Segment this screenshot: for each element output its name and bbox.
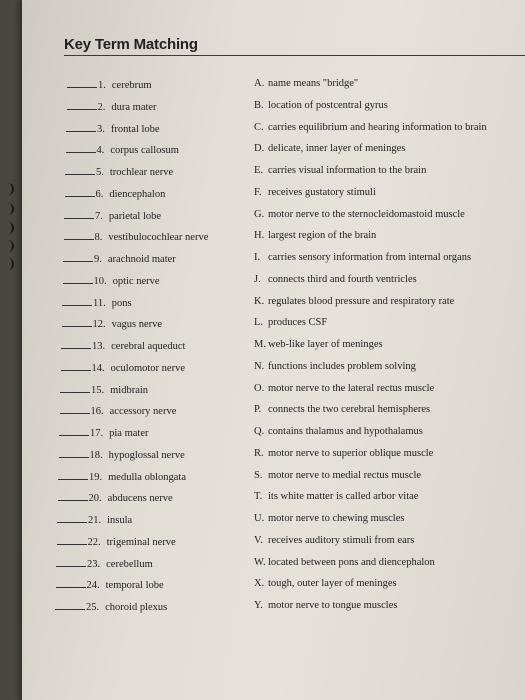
term-text: insula: [107, 515, 133, 526]
answer-blank[interactable]: [64, 209, 94, 219]
answer-blank[interactable]: [63, 274, 93, 284]
term-text: cerebellum: [106, 558, 153, 570]
term-text: optic nerve: [112, 275, 160, 287]
term-number: 20.: [88, 493, 102, 505]
definition-row: [254, 513, 404, 525]
term-row: [58, 470, 186, 484]
definition-row: [254, 404, 430, 416]
term-row: [60, 383, 148, 397]
definition-letter: Q.: [254, 426, 265, 437]
definition-letter: O.: [254, 382, 265, 394]
term-text: oculomotor nerve: [110, 362, 185, 374]
definition-text: motor nerve to chewing muscles: [268, 513, 405, 524]
term-row: [62, 317, 163, 331]
answer-blank[interactable]: [59, 448, 89, 458]
definition-row: [254, 296, 454, 308]
definition-text: delicate, inner layer of meninges: [268, 143, 406, 155]
term-number: 11.: [93, 297, 106, 309]
term-text: accessory nerve: [109, 406, 177, 418]
definition-text: connects third and fourth ventricles: [268, 273, 417, 285]
term-row: [55, 600, 167, 614]
definition-text: motor nerve to tongue muscles: [268, 600, 398, 611]
answer-blank[interactable]: [66, 143, 96, 153]
term-row: [61, 339, 185, 353]
definition-letter: A.: [254, 78, 265, 89]
term-text: corpus callosum: [110, 145, 179, 157]
definition-letter: D.: [254, 143, 265, 155]
term-text: cerebrum: [111, 80, 152, 91]
term-row: [56, 578, 164, 592]
term-row: [58, 491, 173, 505]
term-text: pia mater: [109, 428, 149, 439]
term-text: medulla oblongata: [108, 471, 186, 483]
definition-row: [254, 187, 376, 199]
definition-text: carries visual information to the brain: [268, 165, 427, 176]
term-number: 18.: [89, 449, 103, 461]
definition-text: receives auditory stimuli from ears: [268, 534, 415, 546]
definition-row: [254, 470, 421, 482]
term-number: 13.: [92, 341, 106, 352]
answer-blank[interactable]: [60, 404, 90, 414]
answer-blank[interactable]: [67, 78, 97, 88]
term-number: 9.: [94, 254, 102, 265]
term-row: [60, 404, 177, 418]
answer-blank[interactable]: [61, 339, 91, 349]
definition-letter: M.: [254, 339, 266, 350]
answer-blank[interactable]: [58, 491, 88, 501]
term-number: 17.: [90, 428, 104, 439]
binder-hole: [2, 183, 14, 195]
definition-letter: F.: [254, 186, 262, 198]
definition-row: [254, 143, 405, 155]
definition-letter: U.: [254, 513, 265, 524]
definition-text: tough, outer layer of meninges: [268, 578, 397, 590]
term-number: 10.: [93, 275, 107, 287]
definition-text: produces CSF: [268, 317, 328, 329]
definition-letter: R.: [254, 447, 264, 459]
definition-letter: X.: [254, 578, 265, 590]
term-number: 3.: [97, 123, 105, 135]
term-text: hypoglossal nerve: [108, 449, 185, 461]
page-title: Key Term Matching: [64, 36, 198, 53]
definition-letter: J.: [254, 273, 261, 285]
definition-text: regulates blood pressure and respiratory rate: [268, 295, 455, 307]
term-row: [56, 557, 153, 571]
answer-blank[interactable]: [58, 470, 88, 480]
term-text: vestibulocochlear nerve: [108, 232, 209, 244]
term-row: [63, 252, 176, 266]
definition-row: [254, 448, 433, 460]
answer-blank[interactable]: [64, 230, 94, 240]
definition-letter: B.: [254, 99, 264, 111]
answer-blank[interactable]: [66, 122, 96, 132]
title-divider: [64, 55, 525, 56]
term-row: [64, 209, 161, 223]
definition-letter: H.: [254, 230, 265, 242]
answer-blank[interactable]: [63, 252, 93, 262]
definition-letter: I.: [254, 252, 261, 263]
term-number: 24.: [86, 580, 100, 592]
term-number: 5.: [96, 167, 104, 178]
answer-blank[interactable]: [59, 426, 89, 436]
answer-blank[interactable]: [62, 296, 92, 306]
term-text: cerebral aqueduct: [111, 341, 186, 352]
definition-row: [254, 578, 397, 590]
definition-letter: S.: [254, 469, 263, 481]
definition-text: motor nerve to the sternocleidomastoid muscle: [268, 208, 465, 220]
definition-row: [254, 230, 376, 242]
term-number: 8.: [94, 232, 103, 244]
definition-text: functions includes problem solving: [268, 360, 416, 372]
answer-blank[interactable]: [57, 535, 87, 545]
definition-row: [254, 252, 471, 264]
worksheet-page: [22, 0, 525, 700]
definition-letter: W.: [254, 556, 266, 568]
term-number: 21.: [88, 515, 102, 526]
term-row: [57, 513, 132, 527]
term-row: [66, 143, 179, 157]
definition-row: [254, 557, 435, 569]
term-number: 14.: [91, 362, 105, 374]
term-row: [64, 230, 209, 244]
definition-letter: T.: [254, 491, 263, 503]
answer-blank[interactable]: [56, 557, 86, 567]
term-row: [62, 296, 132, 310]
definition-text: carries equilibrium and hearing information to brain: [268, 121, 487, 133]
definition-row: [254, 209, 465, 221]
term-text: dura mater: [111, 101, 157, 113]
definition-text: motor nerve to superior oblique muscle: [268, 447, 434, 459]
term-number: 2.: [97, 101, 106, 113]
answer-blank[interactable]: [62, 317, 92, 327]
definition-text: connects the two cerebral hemispheres: [268, 404, 431, 416]
definition-text: motor nerve to the lateral rectus muscle: [268, 382, 435, 394]
answer-blank[interactable]: [65, 165, 95, 175]
definition-text: carries sensory information from internal organs: [268, 252, 472, 263]
definition-text: receives gustatory stimuli: [268, 186, 376, 198]
definition-text: motor nerve to medial rectus muscle: [268, 469, 422, 481]
term-text: parietal lobe: [108, 210, 162, 222]
answer-blank[interactable]: [55, 600, 85, 610]
definition-row: [254, 339, 383, 351]
term-text: trigeminal nerve: [106, 536, 176, 548]
definition-letter: L.: [254, 317, 264, 329]
binder-hole: [2, 203, 14, 215]
definition-letter: V.: [254, 534, 263, 546]
definition-letter: N.: [254, 360, 265, 372]
definition-letter: P.: [254, 404, 262, 416]
term-row: [57, 535, 176, 549]
definition-row: [254, 383, 434, 395]
term-number: 22.: [87, 536, 101, 548]
definition-text: its white matter is called arbor vitae: [268, 491, 419, 503]
binder-hole: [2, 222, 14, 234]
definition-row: [254, 361, 416, 373]
term-number: 6.: [95, 188, 104, 200]
term-number: 23.: [87, 558, 101, 570]
term-row: [65, 165, 173, 179]
definition-row: [254, 600, 397, 612]
definition-text: location of postcentral gyrus: [268, 99, 388, 111]
definition-row: [254, 535, 414, 547]
term-text: diencephalon: [109, 188, 166, 200]
term-number: 12.: [92, 319, 106, 331]
term-number: 1.: [98, 80, 106, 91]
definition-letter: C.: [254, 121, 264, 133]
definition-row: [254, 165, 426, 177]
term-number: 25.: [86, 602, 100, 613]
term-row: [67, 100, 157, 114]
term-text: abducens nerve: [107, 493, 173, 505]
term-text: vagus nerve: [111, 319, 163, 331]
term-text: choroid plexus: [105, 602, 168, 613]
binder-hole: [2, 240, 14, 252]
term-number: 19.: [89, 471, 103, 483]
term-row: [65, 187, 166, 201]
answer-blank[interactable]: [61, 361, 91, 371]
term-text: temporal lobe: [105, 580, 164, 592]
definition-text: contains thalamus and hypothalamus: [268, 426, 423, 437]
binder-hole: [2, 258, 14, 270]
term-row: [63, 274, 160, 288]
definition-row: [254, 274, 417, 286]
term-text: pons: [111, 297, 132, 309]
definition-text: located between pons and diencephalon: [268, 556, 435, 568]
answer-blank[interactable]: [56, 578, 86, 588]
definition-text: name means "bridge": [268, 78, 359, 89]
answer-blank[interactable]: [60, 383, 90, 393]
term-text: midbrain: [110, 384, 149, 396]
definition-letter: E.: [254, 165, 264, 176]
term-text: frontal lobe: [110, 123, 160, 135]
answer-blank[interactable]: [67, 100, 97, 110]
term-row: [67, 78, 152, 92]
binder-edge: [0, 0, 22, 700]
definition-row: [254, 491, 418, 503]
answer-blank[interactable]: [57, 513, 87, 523]
term-row: [61, 361, 185, 375]
term-row: [59, 448, 185, 462]
definition-row: [254, 317, 327, 329]
definition-row: [254, 122, 487, 134]
definition-letter: Y.: [254, 600, 263, 611]
term-row: [66, 122, 160, 136]
term-row: [59, 426, 148, 440]
term-text: trochlear nerve: [109, 167, 174, 178]
definition-text: largest region of the brain: [268, 230, 377, 242]
definition-letter: G.: [254, 208, 265, 220]
answer-blank[interactable]: [65, 187, 95, 197]
term-text: arachnoid mater: [107, 254, 176, 265]
term-number: 4.: [96, 145, 105, 157]
term-number: 15.: [91, 384, 105, 396]
definition-row: [254, 78, 358, 90]
definition-row: [254, 426, 423, 438]
term-number: 16.: [90, 406, 104, 418]
definition-row: [254, 100, 388, 112]
definition-text: web-like layer of meninges: [268, 339, 383, 350]
definition-letter: K.: [254, 295, 265, 307]
term-number: 7.: [95, 210, 103, 222]
